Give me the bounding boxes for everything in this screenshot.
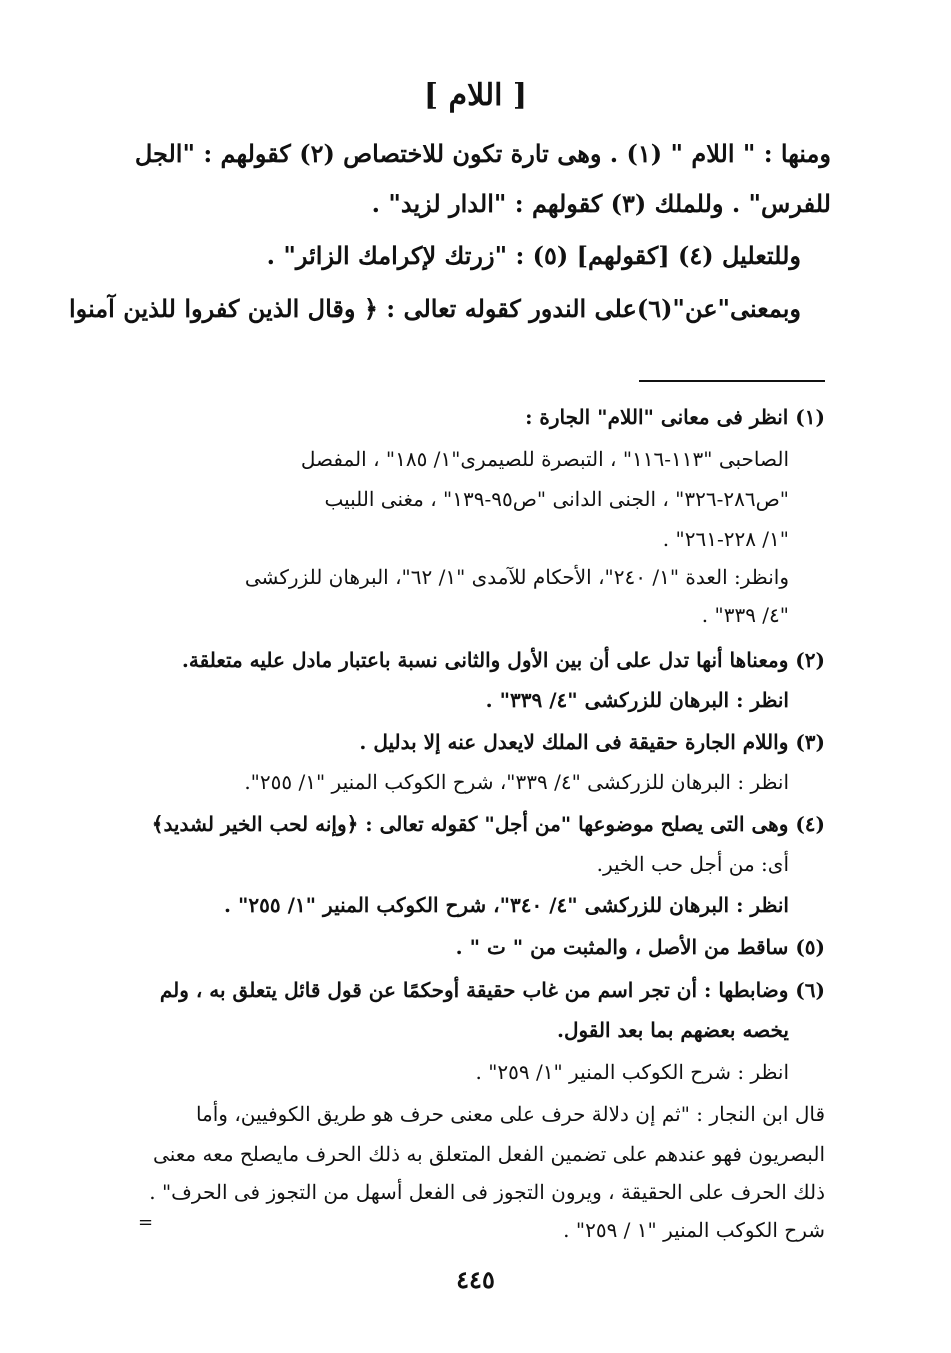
footnote-1-line: "٤/ ٣٣٩" .: [701, 603, 789, 627]
footnote-6-line: انظر : شرح الكوكب المنير "١/ ٢٥٩" .: [475, 1060, 789, 1084]
footnote-4-line: أى: من أجل حب الخير.: [596, 852, 789, 876]
footnote-6-line: شرح الكوكب المنير "١ / ٢٥٩" .: [563, 1218, 825, 1242]
footnote-1-line: "ص٢٨٦-٣٢٦" ، الجنى الدانى "ص٩٥-١٣٩" ، مغنى اللبيب: [324, 487, 789, 511]
footnote-2-line: انظر : البرهان للزركشى "٤/ ٣٣٩" .: [485, 688, 789, 712]
section-title: [ اللام ]: [423, 78, 528, 113]
footnote-4-line: انظر : البرهان للزركشى "٤/ ٣٤٠"، شرح الكوكب المنير "١/ ٢٥٥" .: [224, 893, 789, 917]
footnote-6-line: قال ابن النجار : "ثم إن دلالة حرف على معنى حرف هو طريق الكوفيين، وأما: [195, 1102, 825, 1126]
footnote-3-line: (٣) واللام الجارة حقيقة فى الملك لايعدل عنه إلا بدليل .: [359, 730, 825, 754]
footnote-1-line: "١/ ٢٢٨-٢٦١" .: [662, 527, 789, 551]
footnote-6-line: البصريون فهو عندهم على تضمين الفعل المتعلق به ذلك الحرف مايصلح معه معنى: [153, 1142, 825, 1166]
footnote-3-line: انظر : البرهان للزركشى "٤/ ٣٣٩"، شرح الكوكب المنير "١/ ٢٥٥".: [244, 770, 789, 794]
main-text-line: وللتعليل (٤) [كقولهم] (٥) : "زرتك لإكرامك الزائر" .: [266, 241, 801, 270]
footnote-1-line: الصاحبى "١١٣-١١٦" ، التبصرة للصيمرى"١/ ١٨٥" ، المفصل: [300, 447, 789, 471]
footnote-separator: [639, 380, 825, 382]
footnote-1-line: (١) انظر فى معانى "اللام" الجارة :: [525, 405, 825, 429]
footnote-1-line: وانظر: العدة "١/ ٢٤٠"، الأحكام للآمدى "١/ ٦٢"، البرهان للزركشى: [244, 565, 789, 589]
footnote-2-line: (٢) ومعناها أنها تدل على أن بين الأول والثانى نسبة باعتبار مادل عليه متعلقة.: [181, 648, 825, 672]
footnote-4-line: (٤) وهى التى يصلح موضوعها "من أجل" كقوله تعالى : ﴿وإنه لحب الخير لشديد﴾: [151, 812, 825, 836]
footnote-5-line: (٥) ساقط من الأصل ، والمثبت من " ت " .: [455, 935, 825, 959]
footnote-6-line: (٦) وضابطها : أن تجر اسم من غاب حقيقة أوحكمًا عن قول قائل يتعلق به ، ولم: [159, 978, 825, 1002]
page-number: ٤٤٥: [456, 1265, 495, 1294]
main-text-line: ومنها : " اللام " (١) . وهى تارة تكون للاختصاص (٢) كقولهم : "الجل: [134, 139, 831, 168]
footnote-6-line: يخصه بعضهم بما بعد القول.: [556, 1018, 789, 1042]
side-mark: =: [138, 1212, 154, 1233]
footnote-6-line: ذلك الحرف على الحقيقة ، ويرون التجوز فى الفعل أسهل من التجوز فى الحرف" .: [149, 1180, 825, 1204]
main-text-line: وبمعنى"عن"(٦)على الندور كقوله تعالى : ﴿ وقال الذين كفروا للذين آمنوا: [69, 294, 801, 323]
main-text-line: للفرس" . وللملك (٣) كقولهم : "الدار لزيد" .: [371, 189, 831, 218]
